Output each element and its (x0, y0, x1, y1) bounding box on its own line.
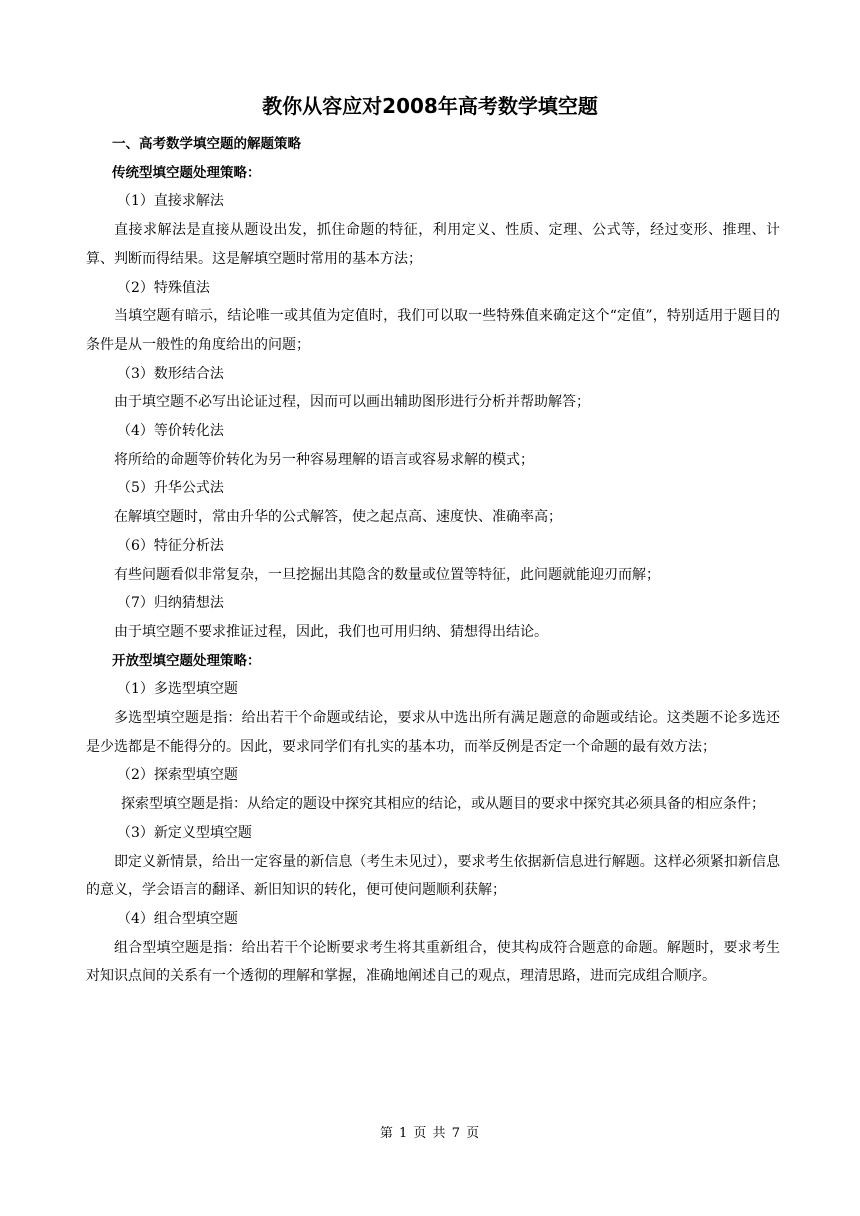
method-label: （3）数形结合法 (117, 365, 224, 382)
method-label: （6）特征分析法 (117, 537, 224, 554)
method-description: 由于填空题不要求推证过程，因此，我们也可用归纳、猜想得出结论。 (114, 623, 548, 640)
content-body (86, 130, 780, 991)
method-description: 由于填空题不必写出论证过程，因而可以画出辅助图形进行分析并帮助解答； (114, 394, 590, 411)
method-description: 将所给的命题等价转化为另一种容易理解的语言或容易求解的模式； (114, 451, 534, 468)
method-label: （4）等价转化法 (117, 423, 224, 440)
method-description: 直接求解法是直接从题设出发，抓住命题的特征，利用定义、性质、定理、公式等，经过变形、推理、计算、判断而得结果。这是解填空题时常用的基本方法； (86, 222, 780, 267)
subsection-heading-traditional: 传统型填空题处理策略： (112, 164, 261, 181)
method-description: 在解填空题时，常由升华的公式解答，使之起点高、速度快、准确率高； (114, 509, 562, 526)
method-description: 有些问题看似非常复杂，一旦挖掘出其隐含的数量或位置等特征，此问题就能迎刃而解； (114, 566, 660, 583)
method-description: 当填空题有暗示，结论唯一或其值为定值时，我们可以取一些特殊值来确定这个“定值”，特别适用于题目的条件是从一般性的角度给出的问题； (86, 308, 780, 353)
page-footer: 第 1 页 共 7 页 (379, 1126, 481, 1141)
method-label: （5）升华公式法 (117, 480, 224, 497)
page-title: 教你从容应对2008年高考数学填空题 (262, 94, 598, 118)
method-label: （1）多选型填空题 (117, 681, 238, 698)
section-heading: 一、高考数学填空题的解题策略 (112, 136, 301, 152)
method-label: （7）归纳猜想法 (117, 595, 224, 612)
method-description: 多选型填空题是指：给出若干个命题或结论，要求从中选出所有满足题意的命题或结论。这类题不论多选还是少选都是不能得分的。因此，要求同学们有扎实的基本功，而举反例是否定一个命题的最有效方法； (86, 710, 780, 755)
method-label: （3）新定义型填空题 (117, 824, 252, 841)
method-description: 探索型填空题是指：从给定的题设中探究其相应的结论，或从题目的要求中探究其必须具备的相应条件； (121, 796, 765, 813)
method-description: 即定义新情景，给出一定容量的新信息（考生未见过），要求考生依据新信息进行解题。这样必须紧扣新信息的意义，学会语言的翻译、新旧知识的转化，便可使问题顺利获解； (86, 853, 780, 899)
subsection-heading-open: 开放型填空题处理策略： (112, 652, 261, 669)
method-label: （2）探索型填空题 (117, 767, 238, 784)
method-description: 组合型填空题是指：给出若干个论断要求考生将其重新组合，使其构成符合题意的命题。解题时，要求考生对知识点间的关系有一个透彻的理解和掌握，准确地阐述自己的观点，理清思路，进而完成组合顺序。 (86, 939, 780, 985)
method-label: （2）特殊值法 (117, 279, 210, 296)
method-label: （1）直接求解法 (117, 193, 224, 210)
method-label: （4）组合型填空题 (117, 910, 238, 927)
